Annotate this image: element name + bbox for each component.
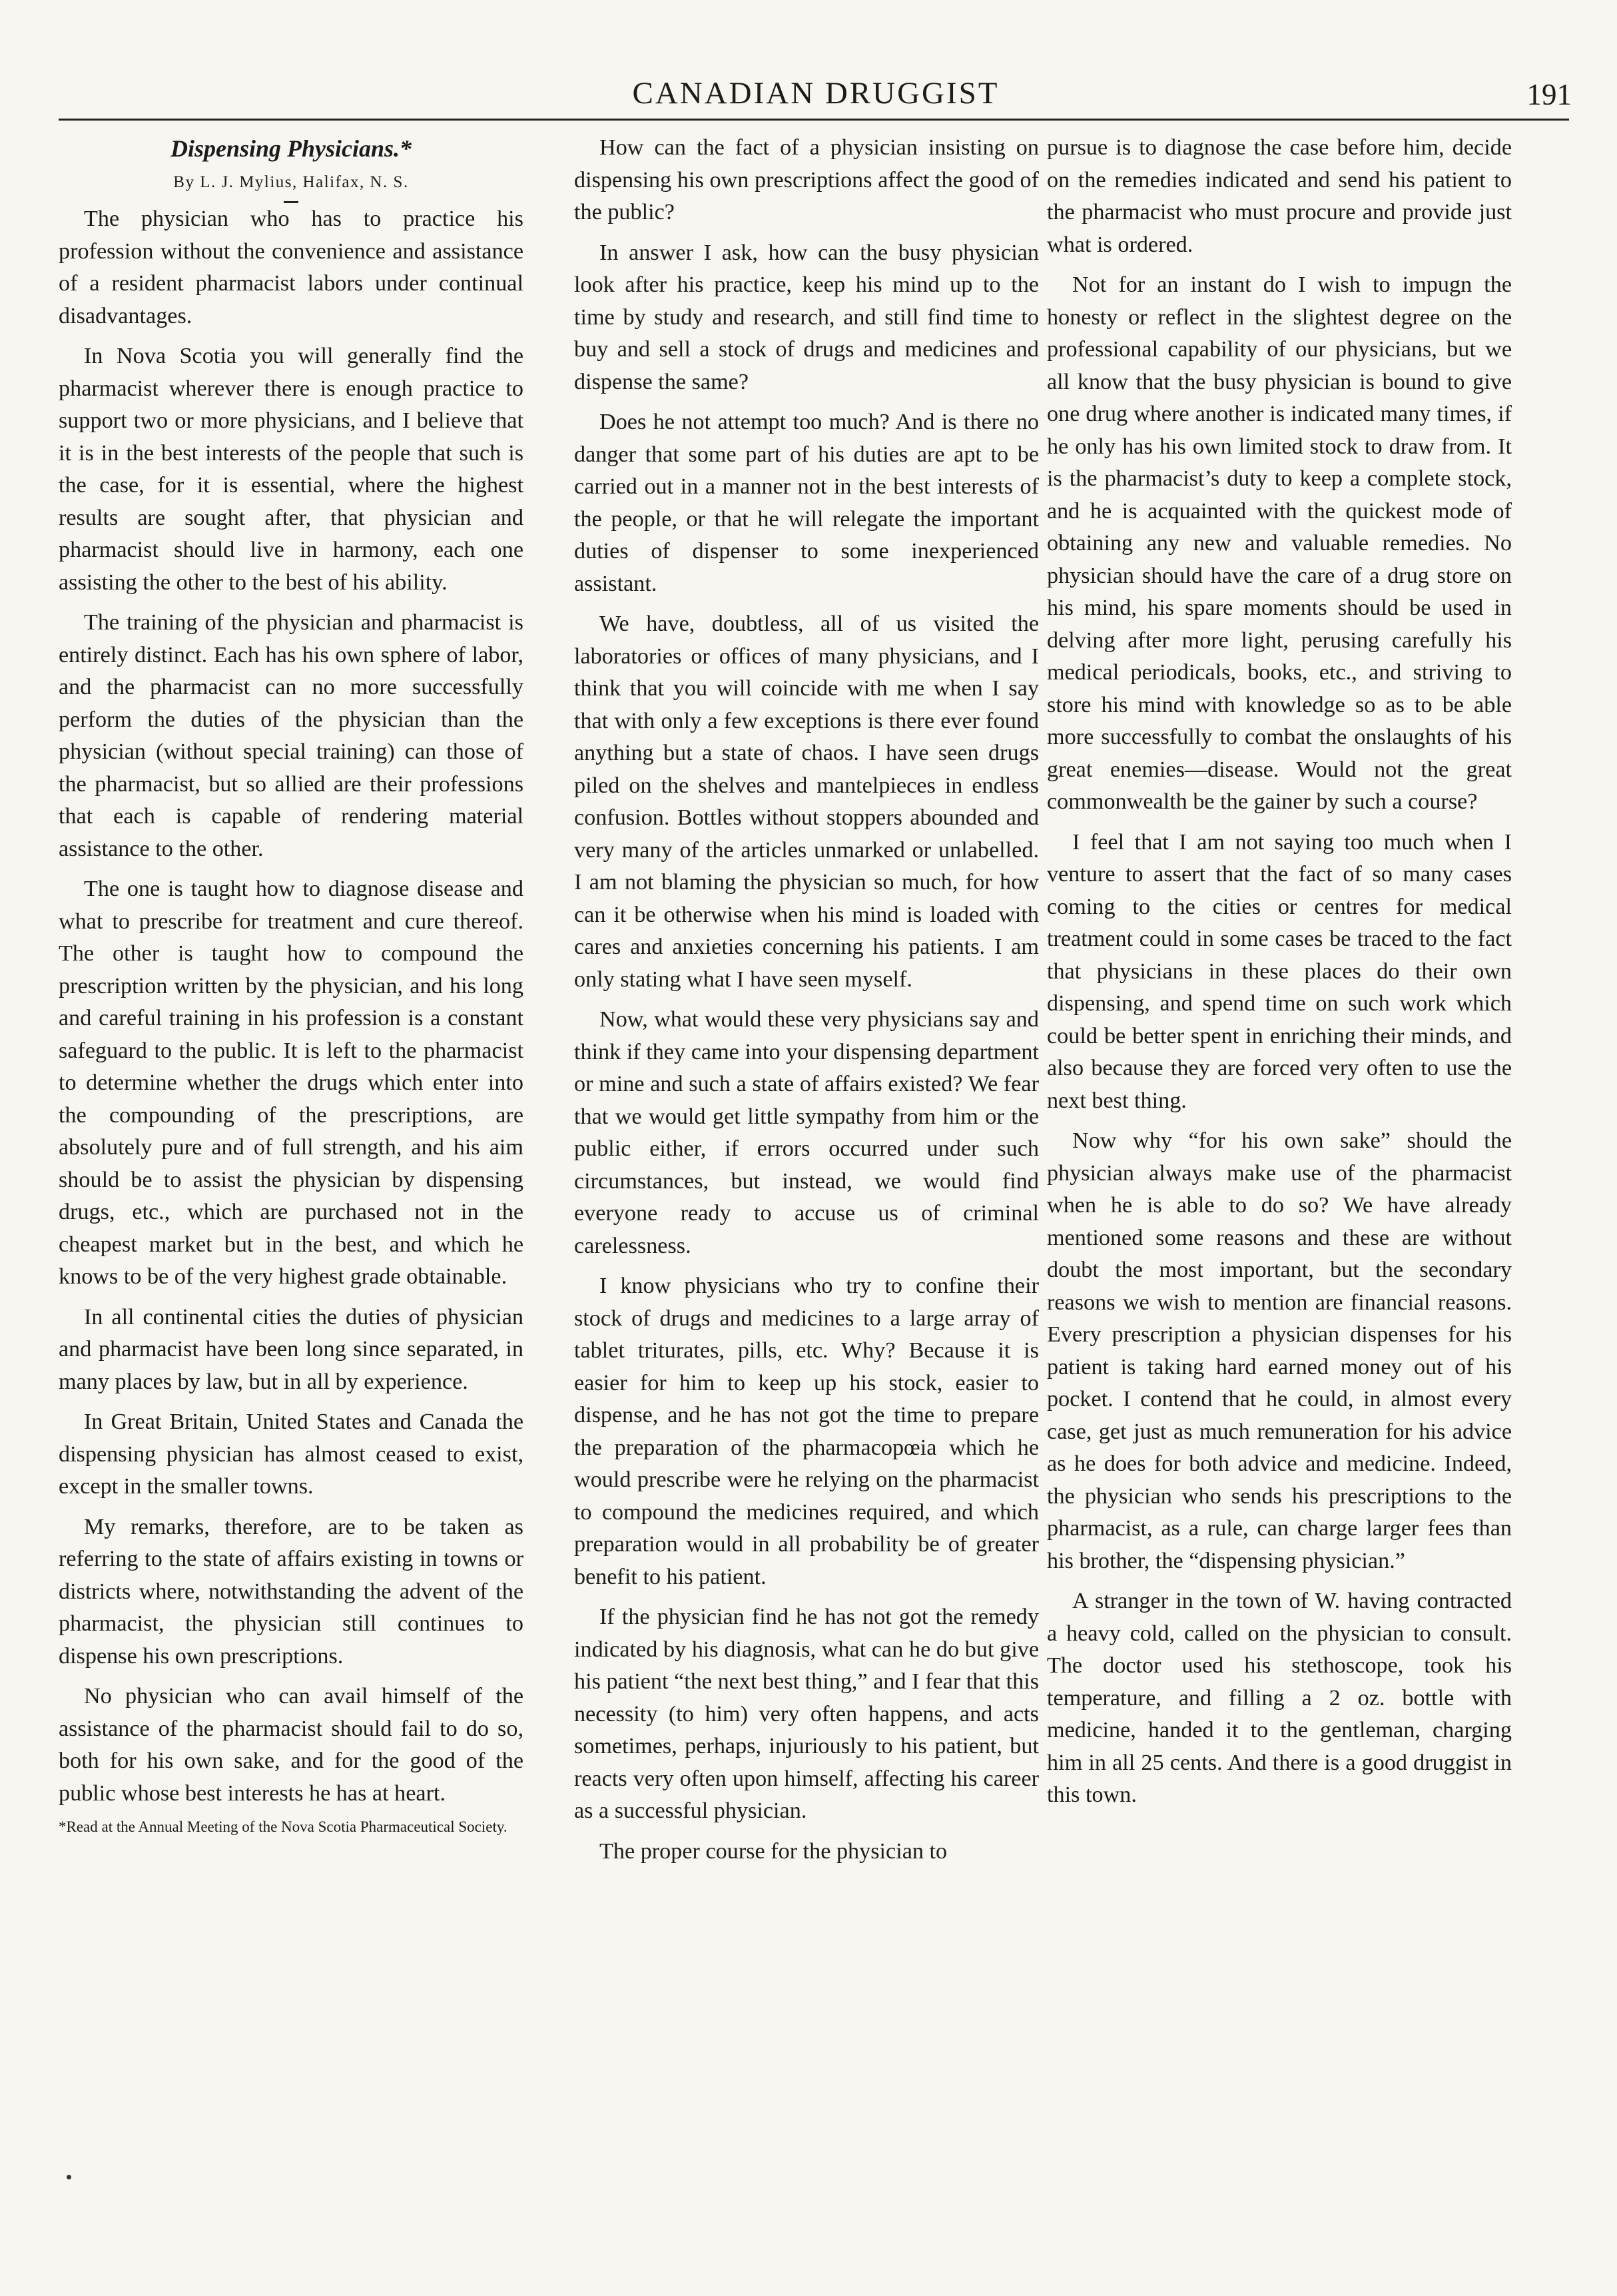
- article-title: Dispensing Physicians.*: [170, 135, 412, 162]
- paragraph: In answer I ask, how can the busy physician look after his practice, keep his mind up to the time by study and research, and still find time to buy and sell a stock of drugs and medicines and dispense the same?: [574, 240, 1039, 394]
- ink-speck: [67, 2175, 71, 2179]
- paragraph: How can the fact of a physician insisting on dispensing his own prescriptions affect the good of the public?: [574, 135, 1039, 224]
- paragraph: No physician who can avail himself of the assistance of the pharmacist should fail to do so, both for his own sake, and for the good of the public whose best interests he has at heart.: [59, 1684, 523, 1806]
- journal-title: CANADIAN DRUGGIST: [632, 76, 1000, 111]
- paragraph: The training of the physician and pharmacist is entirely distinct. Each has his own sphere of labor, and the pharmacist can no more successfully perform the duties of the physician than the physician (without special training) can those of the pharmacist, but so allied are their professions that each is capable of rendering material assistance to the other.: [59, 610, 523, 861]
- paragraph: Does he not attempt too much? And is there no danger that some part of his duties are apt to be carried out in a manner not in the best interests of the people, or that he will relegate the important duties of dispenser to some inexperienced assistant.: [574, 410, 1039, 596]
- page-number: 191: [1526, 78, 1572, 111]
- paragraph: The one is taught how to diagnose disease and what to prescribe for treatment and cure thereof. The other is taught how to compound the prescription written by the physician, and his long and careful training in his profession is a constant safeguard to the public. It is left to the pharmacist to determine whether the drugs which enter into the compounding of the prescriptions, are absolutely pure and of full strength, and his aim should be to assist the physician by dispensing drugs, etc., which are purchased not in the cheapest market but in the best, and which he knows to be of the very highest grade obtainable.: [59, 877, 523, 1289]
- paragraph: I feel that I am not saying too much when I venture to assert that the fact of so many cases coming to the cities or centres for medical treatment could in some cases be traced to the fact that physicians in these places do their own dispensing, and spend time on such work which could be better spent in enriching their minds, and also because they are forced very often to use the next best thing.: [1047, 829, 1512, 1113]
- paragraph: In Great Britain, United States and Canada the dispensing physician has almost ceased to exist, except in the smaller towns.: [59, 1409, 523, 1499]
- paragraph: Now why “for his own sake” should the physician always make use of the pharmacist when he is able to do so? We have already mentioned some reasons and these are without doubt the most important, but the secondary reasons we wish to mention are financial reasons. Every prescription a physician dispenses for his patient is taking hard earned money out of his pocket. I contend that he could, in almost every case, get just as much remuneration for his advice as he does for both advice and medicine. Indeed, the physician who sends his prescriptions to the pharmacist, as a rule, can charge larger fees than his brother, the “dispensing physician.”: [1047, 1128, 1512, 1573]
- paragraph: In Nova Scotia you will generally find the pharmacist wherever there is enough practice to support two or more physicians, and I believe that it is in the best interests of the people that such is the case, for it is essential, where the highest results are sought after, that physician and pharmacist should live in harmony, each one assisting the other to the best of his ability.: [59, 344, 523, 595]
- column-3: [1047, 132, 1512, 1820]
- column-1: [59, 132, 523, 1836]
- column-2: [574, 132, 1039, 1876]
- paragraph: The proper course for the physician to: [599, 1838, 948, 1864]
- footnote: *Read at the Annual Meeting of the Nova Scotia Pharmaceutical Society.: [59, 1818, 507, 1835]
- header-rule: [59, 119, 1569, 121]
- article-byline: By L. J. Mylius, Halifax, N. S.: [173, 173, 409, 191]
- paragraph: My remarks, therefore, are to be taken as referring to the state of affairs existing in towns or districts where, notwithstanding the advent of the pharmacist, the physician still continues to dispense his own prescriptions.: [59, 1514, 523, 1669]
- paragraph: We have, doubtless, all of us visited the laboratories or offices of many physicians, and I think that you will coincide with me when I say that with only a few exceptions is there ever found anything but a state of chaos. I have seen drugs piled on the shelves and mantelpieces in endless confusion. Bottles without stoppers abounded and very many of the articles unmarked or unlabelled. I am not blaming the physician so much, for how can it be otherwise when his mind is loaded with cares and anxieties concerning his patients. I am only stating what I have seen myself.: [574, 611, 1039, 992]
- paragraph: A stranger in the town of W. having contracted a heavy cold, called on the physician to consult. The doctor used his stethoscope, took his temperature, and filling a 2 oz. bottle with medicine, handed it to the gentleman, charging him in all 25 cents. And there is a good druggist in this town.: [1047, 1589, 1512, 1807]
- paragraph: Not for an instant do I wish to impugn the honesty or reflect in the slightest degree on the professional capability of our physicians, but we all know that the busy physician is bound to give one drug where another is indicated many times, if he only has his own limited stock to draw from. It is the pharmacist’s duty to keep a complete stock, and he is acquainted with the quickest mode of obtaining any new and valuable remedies. No physician should have the care of a drug store on his mind, his spare moments should be used in delving after more light, perusing carefully his medical periodicals, books, etc., and striving to store his mind with knowledge so as to be able more successfully to combat the onslaughts of his great enemies—disease. Would not the great commonwealth be the gainer by such a course?: [1047, 272, 1512, 814]
- paragraph: In all continental cities the duties of physician and pharmacist have been long since separated, in many places by law, but in all by experience.: [59, 1304, 523, 1394]
- paragraph: pursue is to diagnose the case before him, decide on the remedies indicated and send his patient to the pharmacist who must procure and provide just what is ordered.: [1047, 135, 1512, 257]
- paragraph: I know physicians who try to confine their stock of drugs and medicines to a large array of tablet triturates, pills, etc. Why? Because it is easier for him to keep up his stock, easier to dispense, and he has not got the time to prepare the preparation of the pharmacopœia which he would prescribe were he relying on the pharmacist to compound the medicines required, and which preparation would in all probability be of greater benefit to his patient.: [574, 1274, 1039, 1589]
- page-header: [60, 73, 1572, 120]
- paragraph: The physician who has to practice his profession without the convenience and assistance of a resident pharmacist labors under continual disadvantages.: [59, 206, 523, 328]
- paragraph: If the physician find he has not got the remedy indicated by his diagnosis, what can he do but give his patient “the next best thing,” and I fear that this necessity (to him) very often happens, and acts sometimes, perhaps, injuriously to his patient, but reacts very often upon himself, affecting his career as a successful physician.: [574, 1605, 1039, 1823]
- paragraph: Now, what would these very physicians say and think if they came into your dispensing department or mine and such a state of affairs existed? We fear that we would get little sympathy from him or the public either, if errors occurred under such circumstances, but instead, we would find everyone ready to accuse us of criminal carelessness.: [574, 1007, 1039, 1258]
